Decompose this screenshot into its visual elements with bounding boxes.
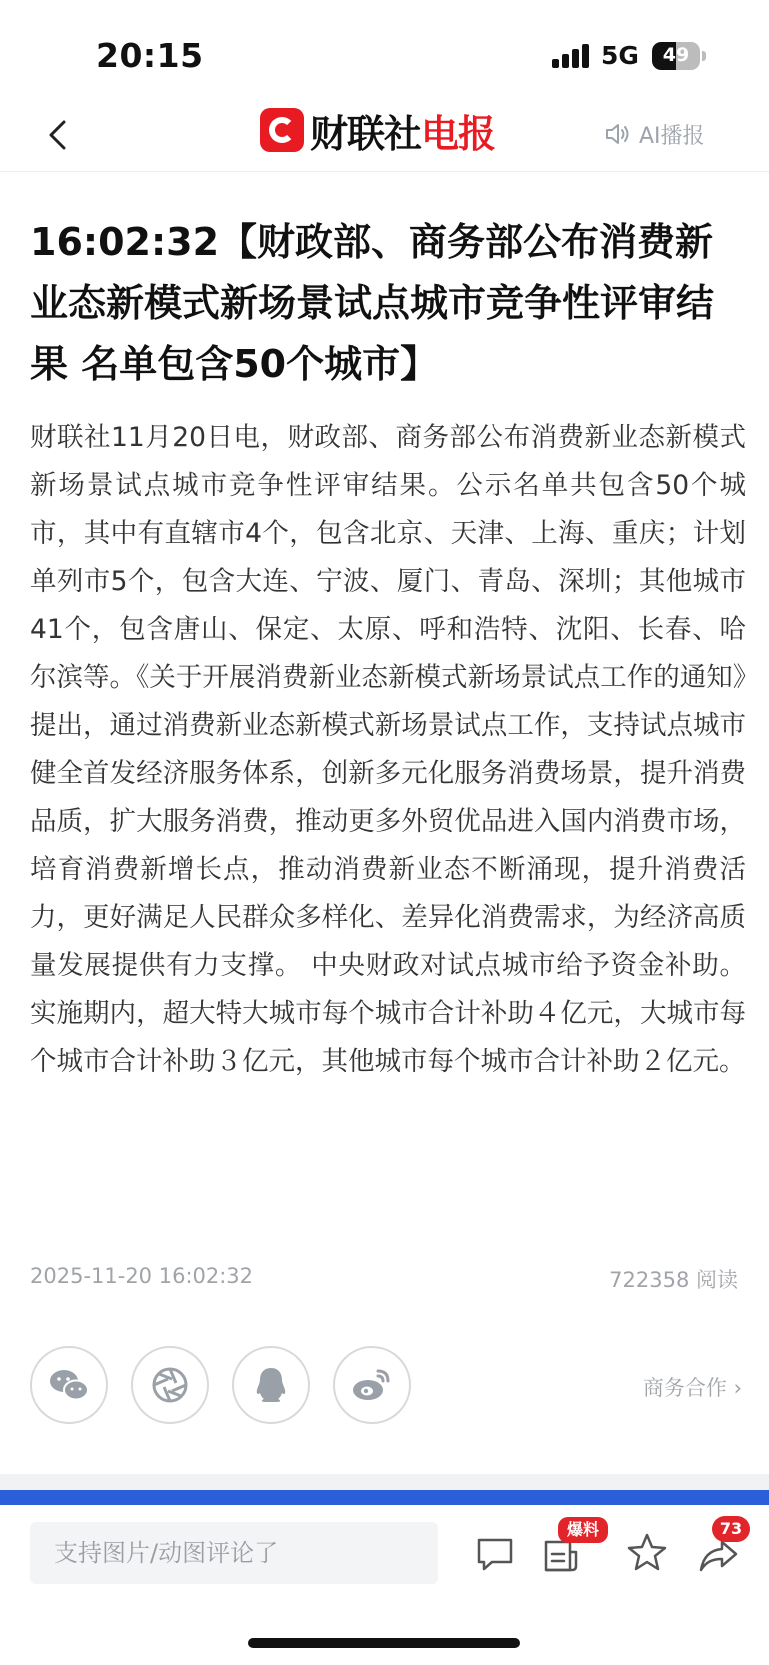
battery-level: 49 <box>662 44 690 66</box>
star-icon <box>622 1528 672 1578</box>
read-count: 722358 阅读 <box>609 1268 738 1292</box>
report-badge: 爆料 <box>558 1517 608 1543</box>
section-divider <box>0 1474 769 1490</box>
article-meta <box>30 1264 738 1294</box>
ai-broadcast-label: AI播报 <box>639 123 705 149</box>
weibo-icon <box>350 1365 394 1405</box>
share-row <box>30 1346 742 1426</box>
nav-bar <box>0 100 769 172</box>
comments-button[interactable] <box>470 1528 520 1578</box>
brand-name: 财联社 <box>310 111 422 156</box>
qq-icon <box>253 1365 289 1405</box>
share-weibo-button[interactable] <box>333 1346 411 1424</box>
publish-time: 2025-11-20 16:02:32 <box>30 1264 254 1288</box>
comment-input[interactable] <box>30 1522 438 1584</box>
cls-logo-icon <box>260 108 304 152</box>
home-indicator <box>248 1638 520 1648</box>
battery-icon <box>652 42 700 70</box>
comment-box[interactable] <box>30 1522 438 1584</box>
brand-logo <box>260 104 495 156</box>
battery-cap <box>702 51 706 61</box>
brand-highlight: 电报 <box>421 111 496 156</box>
accent-divider <box>0 1490 769 1505</box>
wechat-icon <box>47 1365 91 1405</box>
share-moments-button[interactable] <box>131 1346 209 1424</box>
status-time: 20:15 <box>96 36 204 75</box>
share-qq-button[interactable] <box>232 1346 310 1424</box>
back-icon[interactable] <box>42 110 78 160</box>
article-headline: 16:02:32【财政部、商务部公布消费新业态新模式新场景试点城市竞争性评审结果 名单包含50个城市】 <box>30 220 715 386</box>
business-cooperation-link[interactable]: 商务合作 › <box>642 1376 742 1400</box>
network-type: 5G <box>601 41 639 70</box>
article-body: 财联社11月20日电，财政部、商务部公布消费新业态新模式新场景试点城市竞争性评审结果。公示名单共包含50个城市，其中有直辖市4个，包含北京、天津、上海、重庆；计划单列市5个，包含大连、宁波、厦门、青岛、深圳；其他城市41个，包含唐山、保定、太原、呼和浩特、沈阳、长春、哈尔滨等。《关于开展消费新业态新模式新场景试点工作的通知》提出，通过消费新业态新模式新场景试点工作，支持试点城市健全首发经济服务体系，创新多元化服务消费场景，提升消费品质，扩大服务消费，推动更多外贸优品进入国内消费市场，培育消费新增长点，推动消费新业态不断涌现，提升消费活力，更好满足人民群众多样化、差异化消费需求，为经济高质量发展提供有力支撑。 中央财政对试点城市给予资金补助。实施期内，超大特大城市每个城市合计补助４亿元，大城市每个城市合计补助３亿元，其他城市每个城市合计补助２亿元。 <box>30 422 746 1077</box>
signal-icon <box>552 44 590 68</box>
share-wechat-button[interactable] <box>30 1346 108 1424</box>
status-bar <box>0 0 769 100</box>
share-count-badge: 73 <box>712 1516 750 1542</box>
comment-icon <box>470 1528 520 1578</box>
favorite-button[interactable] <box>622 1528 672 1578</box>
ai-broadcast-button[interactable] <box>603 114 705 154</box>
speaker-icon <box>603 120 631 148</box>
moments-icon <box>150 1365 190 1405</box>
